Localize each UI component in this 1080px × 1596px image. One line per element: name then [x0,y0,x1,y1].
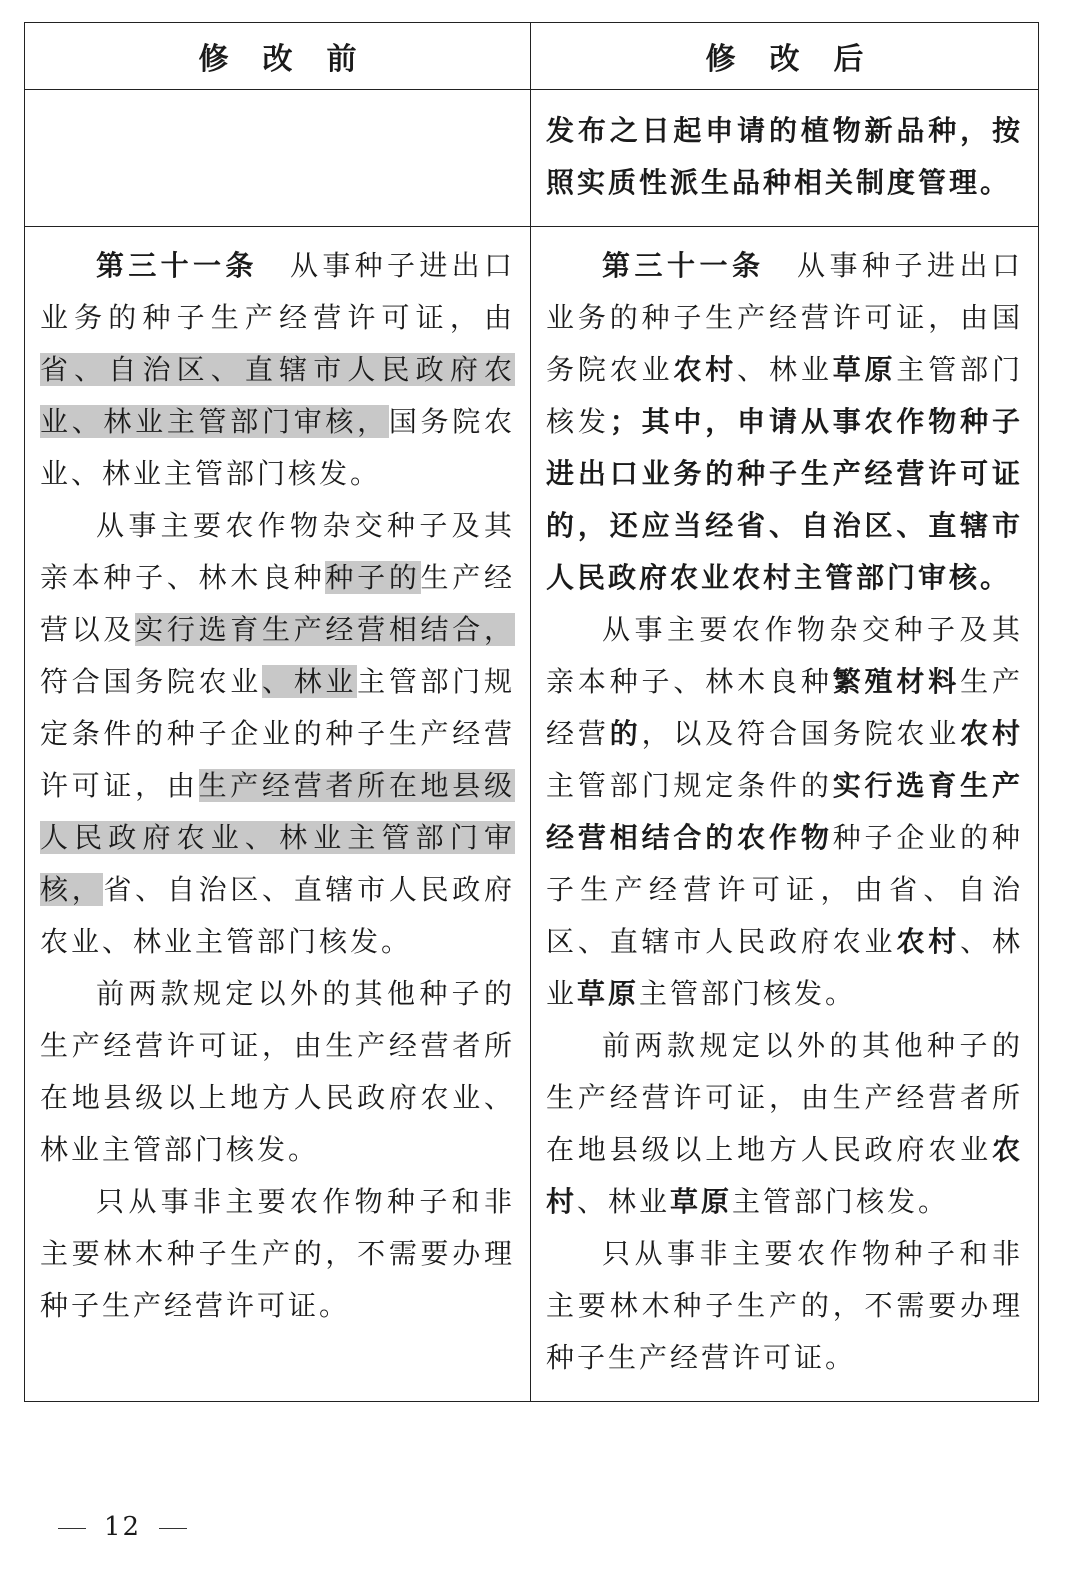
text-run: 主管部门核发。 [639,977,857,1010]
header-before: 修改前 [25,23,531,90]
text-run: 从事种子进出口业务的种子生产经营许可证，由国务院农业 [546,249,1023,386]
continuation-row [25,90,1039,227]
highlighted-text: 种子的 [325,561,421,594]
after-paragraph-4: 只从事非主要农作物种子和非主要林木种子生产的，不需要办理种子生产经营许可证。 [546,1237,1023,1374]
text-run: 从事主要农作物杂交种子及其亲本种子、林木良种 [40,509,515,594]
bold-change: 实行选育生产经营相结合的农作物 [546,769,1023,854]
highlighted-text: 省、自治区、直辖市人民政府农业、林业主管部门审核， [40,353,515,438]
before-paragraph-3: 前两款规定以外的其他种子的生产经营许可证，由生产经营者所在地县级以上地方人民政府农业、林业主管部门核发。 [40,977,515,1166]
bold-change: 繁殖材料 [832,665,961,698]
page-number: 12 [104,1512,142,1542]
text-run: 前两款规定以外的其他种子的生产经营许可证，由生产经营者所在地县级以上地方人民政府农业 [546,1029,1023,1166]
text-run: ，以及符合国务院农业 [641,717,961,750]
highlighted-text: 、林业 [261,665,358,698]
before-paragraph-2 [40,500,515,968]
page-footer [40,1512,205,1542]
article-31-row [25,227,1039,1402]
before-paragraph-1 [40,240,515,500]
text-run: 国务院农业、林业主管部门核发。 [40,405,515,490]
continuation-after-text: 发布之日起申请的植物新品种，按照实质性派生品种相关制度管理。 [546,114,1023,199]
bold-change: 的 [609,717,642,750]
bold-change: 农村 [960,717,1023,750]
before-cell [25,227,531,1402]
text-run: 种子企业的种子生产经营许可证，由省、自治区、直辖市人民政府农业 [546,821,1023,958]
bold-change: 农村 [673,353,738,386]
footer-dash-right [159,1528,187,1529]
highlighted-text: 生产经营者所在地县级人民政府农业、林业主管部门审核， [40,769,515,906]
text-run: 主管部门规定条件的 [546,769,833,802]
text-run: 省、自治区、直辖市人民政府农业、林业主管部门核发。 [40,873,515,958]
highlighted-text: 实行选育生产经营相结合， [135,613,515,646]
text-run: 生产经营 [546,665,1023,750]
continuation-before-cell [25,90,531,227]
after-cell [531,227,1039,1402]
text-run: 从事种子进出口业务的种子生产经营许可证，由 [40,249,515,334]
after-paragraph-2 [546,604,1023,1020]
bold-change: 农村 [546,1133,1023,1218]
footer-dash-left [58,1528,86,1529]
bold-change: 草原 [832,353,897,386]
header-row [25,23,1039,90]
text-run: 从事主要农作物杂交种子及其亲本种子、林木良种 [546,613,1023,698]
text-run: 符合国务院农业 [40,665,262,698]
bold-change: 草原 [670,1185,733,1218]
text-run: 、林业 [577,1185,671,1218]
text-run: 主管部门核发 [546,353,1023,438]
after-paragraph-3 [546,1020,1023,1228]
header-after: 修改后 [531,23,1039,90]
text-run: 主管部门核发。 [732,1185,950,1218]
bold-change: 草原 [577,977,640,1010]
comparison-table [24,22,1039,1402]
bold-change: 农村 [896,925,961,958]
text-run: 、林业 [546,925,1023,1010]
continuation-after-cell [531,90,1039,227]
text-run: 、林业 [737,353,833,386]
after-paragraph-1 [546,240,1023,604]
bold-change: ；其中，申请从事农作物种子进出口业务的种子生产经营许可证的，还应当经省、自治区、直辖市人民政府农业农村主管部门审核。 [546,405,1023,594]
article-number: 第三十一条 [96,249,258,282]
article-number: 第三十一条 [602,249,765,282]
before-paragraph-4: 只从事非主要农作物种子和非主要林木种子生产的，不需要办理种子生产经营许可证。 [40,1185,515,1322]
text-run: 生产经营以及 [40,561,515,646]
text-run: 主管部门规定条件的种子企业的种子生产经营许可证，由 [40,665,515,802]
